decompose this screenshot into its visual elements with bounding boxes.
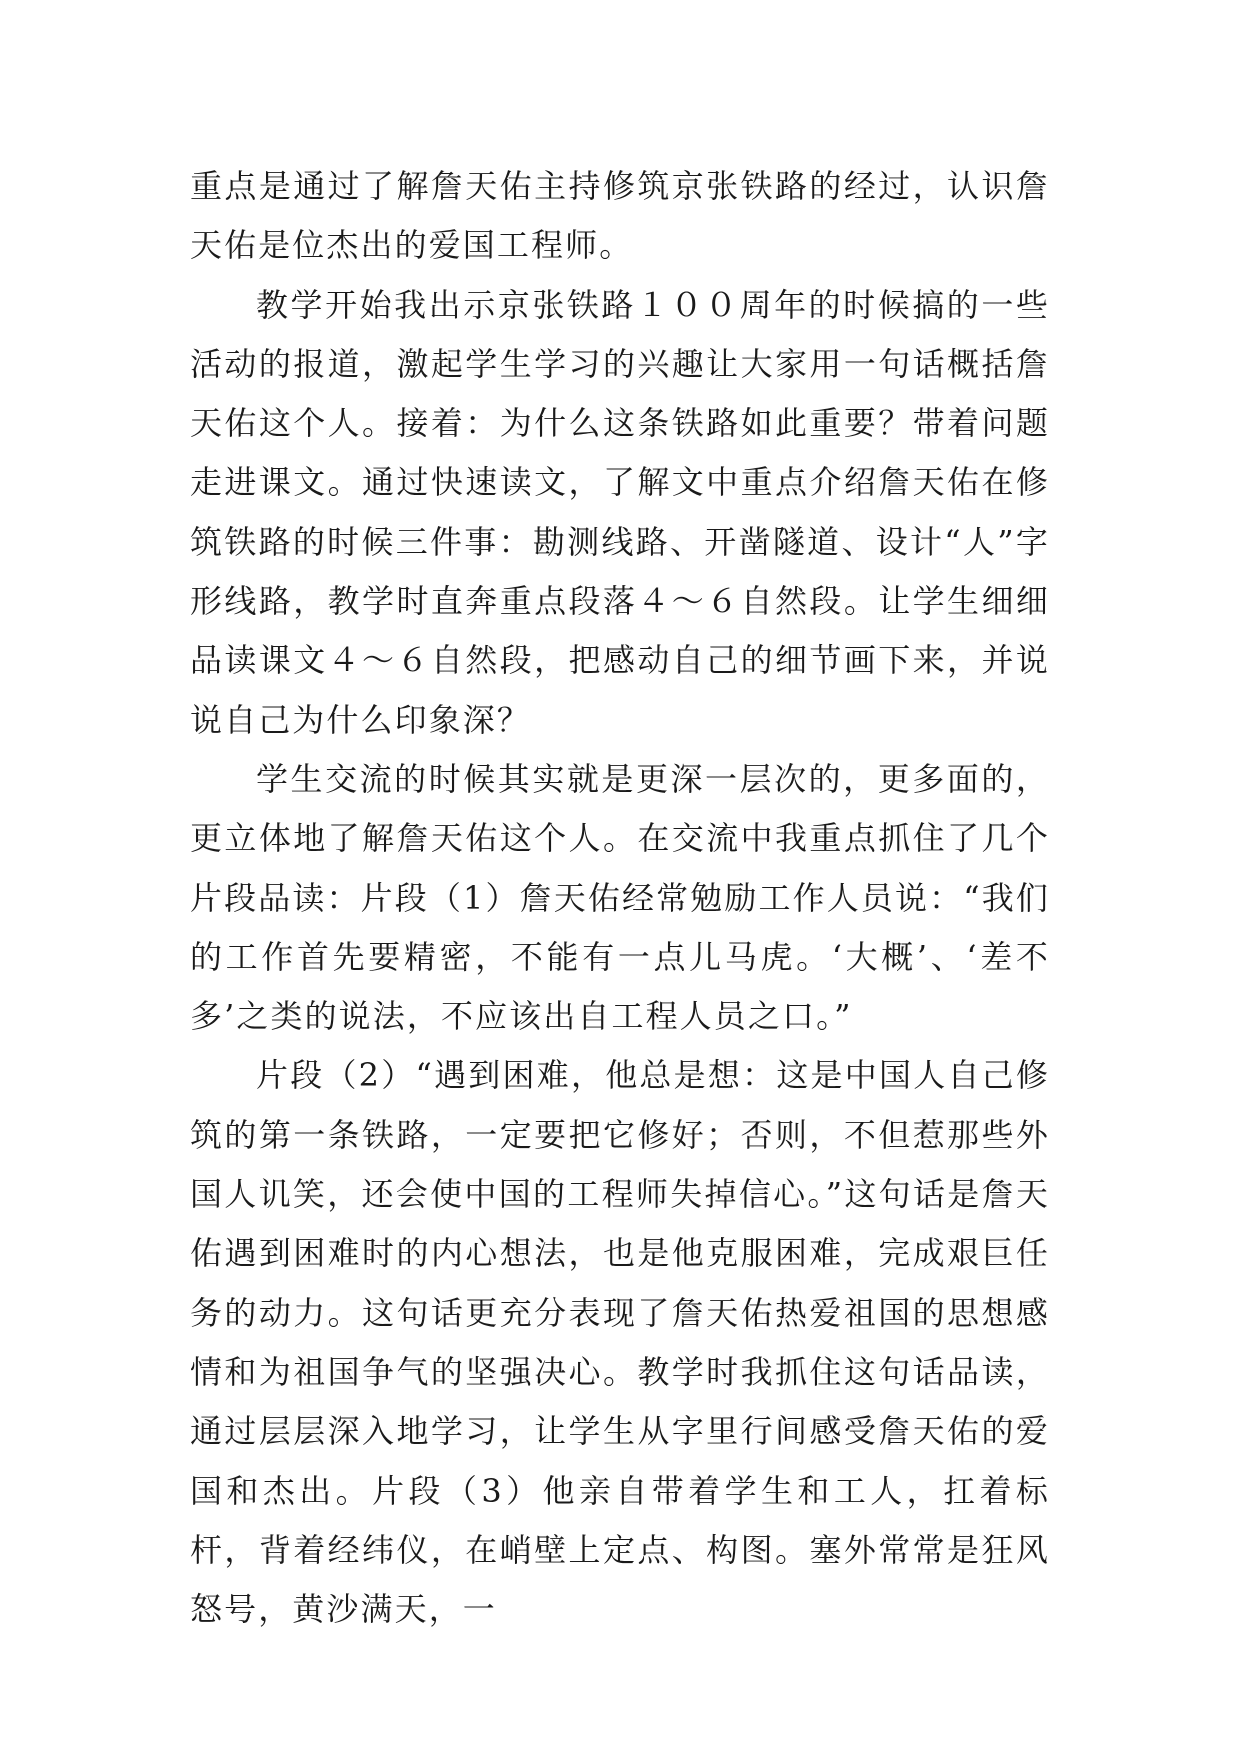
paragraph-1: 重点是通过了解詹天佑主持修筑京张铁路的经过，认识詹天佑是位杰出的爱国工程师。 (190, 167, 1050, 265)
paragraph-4: 片段（2）“遇到困难，他总是想：这是中国人自己修筑的第一条铁路，一定要把它修好；否则，不但惹那些外国人讥笑，还会使中国的工程师失掉信心。”这句话是詹天佑遇到困难时的内心想法，也是他克服困难，完成艰巨任务的动力。这句话更充分表现了詹天佑热爱祖国的思想感情和为祖国争气的坚强决心。教学时我抓住这句话品读，通过层层深入地学习，让学生从字里行间感受詹天佑的爱国和杰出。片段（3）他亲自带着学生和工人，扛着标杆，背着经纬仪，在峭壁上定点、构图。塞外常常是狂风怒号，黄沙满天，一 (190, 1056, 1050, 1629)
paragraph-2: 教学开始我出示京张铁路１００周年的时候搞的一些活动的报道，激起学生学习的兴趣让大家用一句话概括詹天佑这个人。接着：为什么这条铁路如此重要？带着问题走进课文。通过快速读文，了解文中重点介绍詹天佑在修筑铁路的时候三件事：勘测线路、开凿隧道、设计“人”字形线路，教学时直奔重点段落４～６自然段。让学生细细品读课文４～６自然段，把感动自己的细节画下来，并说说自己为什么印象深？ (190, 285, 1050, 739)
body-text (190, 157, 1050, 1639)
paragraph-3: 学生交流的时候其实就是更深一层次的，更多面的，更立体地了解詹天佑这个人。在交流中我重点抓住了几个片段品读：片段（1）詹天佑经常勉励工作人员说：“我们的工作首先要精密，不能有一点儿马虎。‘大概’、‘差不多’之类的说法，不应该出自工程人员之口。” (190, 759, 1050, 1036)
